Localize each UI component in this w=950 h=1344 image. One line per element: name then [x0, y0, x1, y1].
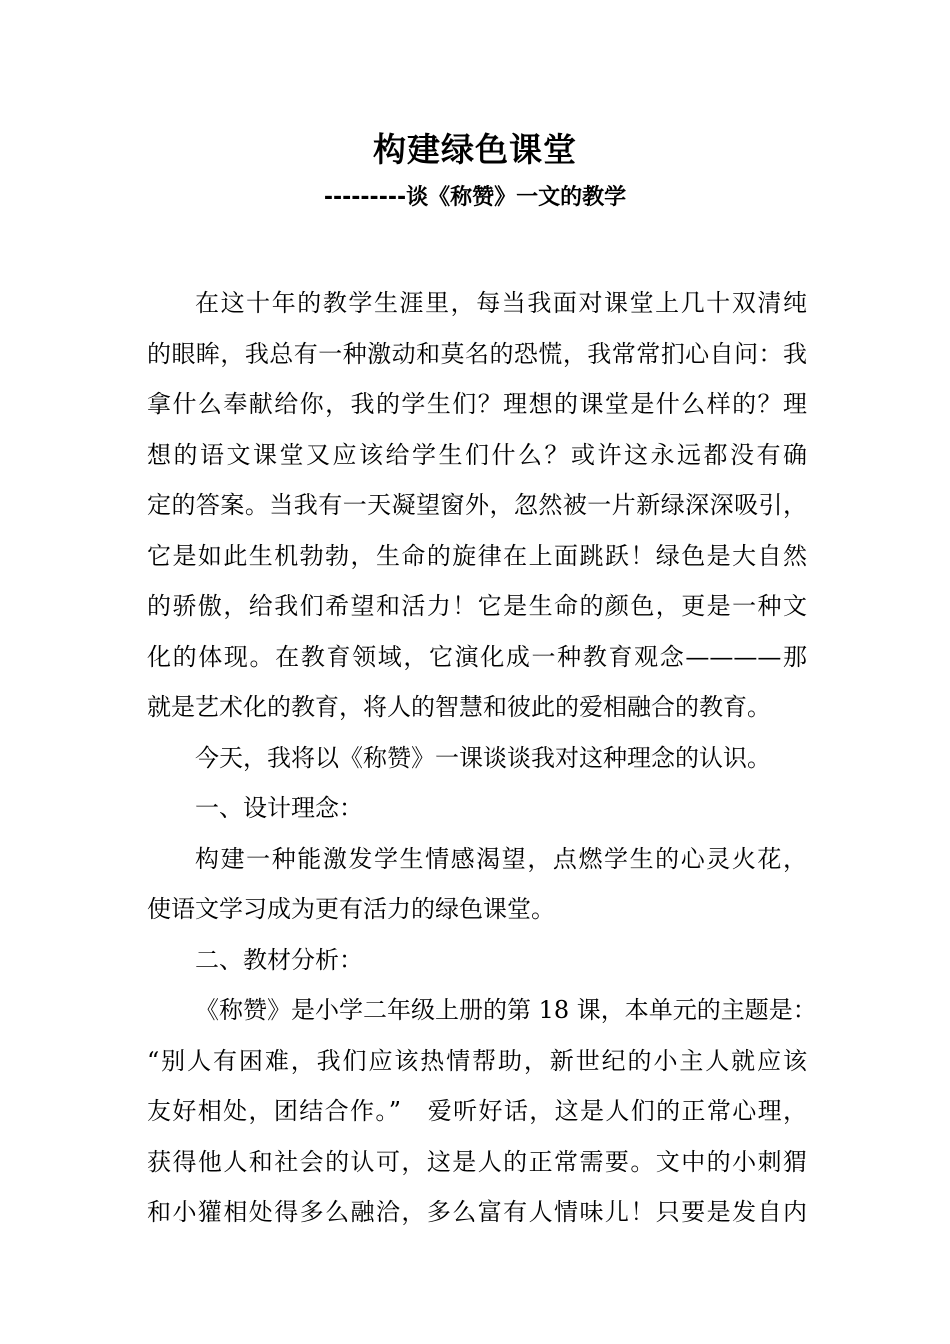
paragraph-line: 的骄傲，给我们希望和活力！它是生命的颜色，更是一种文: [147, 592, 807, 620]
document-subtitle: ---------谈《称赞》一文的教学: [323, 185, 627, 210]
document-title: 构建绿色课堂: [373, 130, 577, 169]
paragraph-line: 使语文学习成为更有活力的绿色课堂。: [147, 895, 555, 923]
paragraph-line: 今天，我将以《称赞》一课谈谈我对这种理念的认识。: [195, 743, 771, 772]
paragraph-line: 化的体现。在教育领域，它演化成一种教育观念————那: [147, 642, 807, 671]
paragraph-line: 想的语文课堂又应该给学生们什么？或许这永远都没有确: [147, 440, 807, 469]
paragraph-line: 就是艺术化的教育，将人的智慧和彼此的爱相融合的教育。: [147, 693, 771, 721]
paragraph-line: 构建一种能激发学生情感渴望，点燃学生的心灵火花，: [195, 844, 807, 873]
document-body: [147, 278, 817, 1238]
section-heading: 一、设计理念：: [195, 794, 363, 822]
paragraph-line: 和小獾相处得多么融洽，多么富有人情味儿！只要是发自内: [147, 1198, 807, 1226]
paragraph-line: 它是如此生机勃勃，生命的旋律在上面跳跃！绿色是大自然: [147, 541, 807, 570]
section-heading: 二、教材分析：: [195, 945, 363, 974]
paragraph-line: 拿什么奉献给你，我的学生们？理想的课堂是什么样的？理: [147, 390, 807, 418]
paragraph-line: 友好相处，团结合作。” 爱听好话，这是人们的正常心理，: [147, 1097, 807, 1125]
paragraph-line: 的眼眸，我总有一种激动和莫名的恐慌，我常常扪心自问：我: [147, 339, 807, 368]
paragraph-line: 《称赞》是小学二年级上册的第 18 课，本单元的主题是：: [195, 996, 817, 1024]
paragraph-line: 定的答案。当我有一天凝望窗外，忽然被一片新绿深深吸引，: [147, 491, 807, 519]
paragraph-line: 获得他人和社会的认可，这是人的正常需要。文中的小刺猬: [147, 1147, 807, 1176]
paragraph-line: 在这十年的教学生涯里，每当我面对课堂上几十双清纯: [195, 289, 807, 317]
paragraph-line: “别人有困难，我们应该热情帮助，新世纪的小主人就应该: [147, 1046, 807, 1075]
